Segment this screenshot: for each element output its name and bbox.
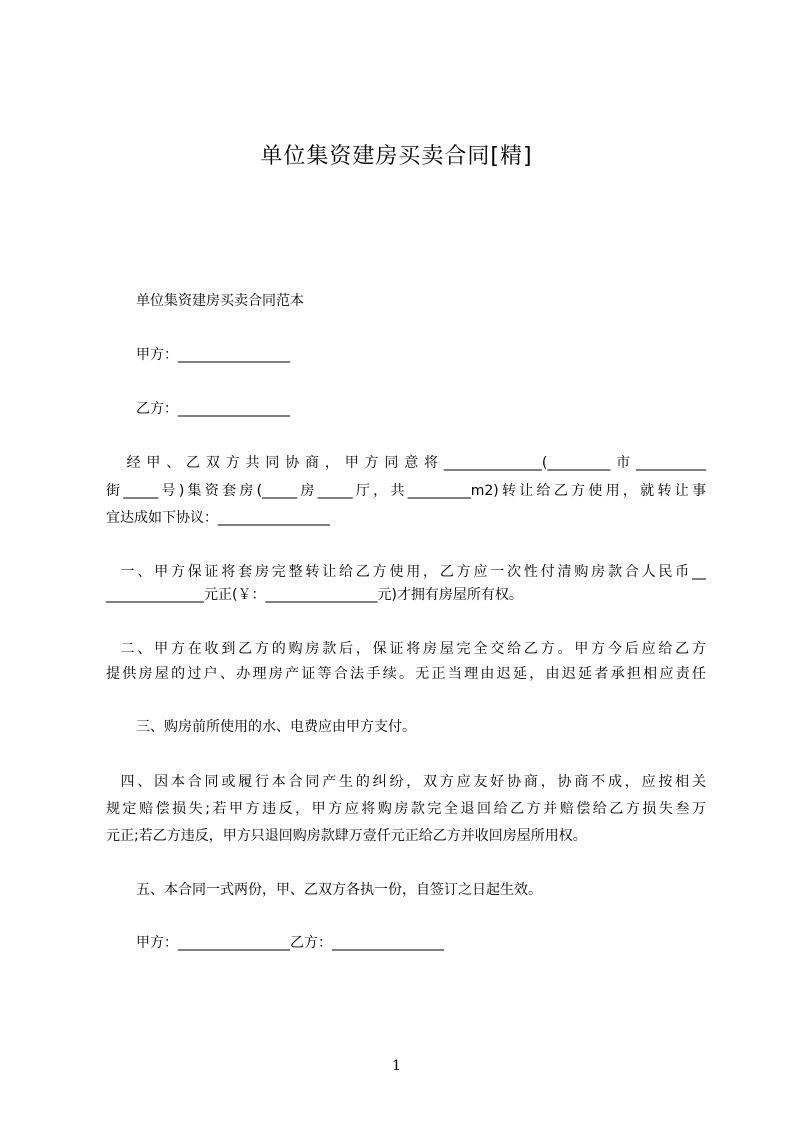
clause-4-line-1: 四、因本合同或履行本合同产生的纠纷，双方应友好协商，协商不成，应按相关 [106, 774, 706, 790]
party-b-line: 乙方：________________ [136, 401, 290, 417]
intro-line-2: 街_____号)集资套房(_____房_____厅，共_________m2)转让给乙方使用，就转让事 [106, 483, 706, 499]
clause-4-line-3: 元正;若乙方违反，甲方只退回购房款肆万壹仟元正给乙方并收回房屋所用权。 [106, 828, 587, 844]
page-number: 1 [392, 1058, 401, 1074]
clause-3: 三、购房前所使用的水、电费应由甲方支付。 [136, 719, 416, 735]
subtitle: 单位集资建房买卖合同范本 [136, 293, 304, 309]
clause-2-line-1: 二、甲方在收到乙方的购房款后，保证将房屋完全交给乙方。甲方今后应给乙方 [106, 641, 706, 657]
signature-line: 甲方：________________乙方：________________ [136, 935, 444, 951]
clause-1-line-1: 一、甲方保证将套房完整转让给乙方使用，乙方应一次性付清购房款合人民币__ [106, 564, 706, 580]
intro-line-3: 宜达成如下协议：________________ [106, 510, 330, 526]
clause-4-line-2: 规定赔偿损失;若甲方违反，甲方应将购房款完全退回给乙方并赔偿给乙方损失叁万 [106, 801, 706, 817]
clause-1-line-2: ______________元正(￥：________________元)才拥有房屋所有权。 [106, 587, 523, 603]
clause-2-line-2: 提供房屋的过户、办理房产证等合法手续。无正当理由迟延，由迟延者承担相应责任 [106, 666, 706, 682]
document-title: 单位集资建房买卖合同[精] [260, 144, 533, 169]
clause-5: 五、本合同一式两份，甲、乙双方各执一份，自签订之日起生效。 [136, 882, 542, 898]
intro-line-1: 经甲、乙双方共同协商，甲方同意将______________(_________市__________ [106, 455, 706, 471]
party-a-line: 甲方：________________ [136, 347, 290, 363]
